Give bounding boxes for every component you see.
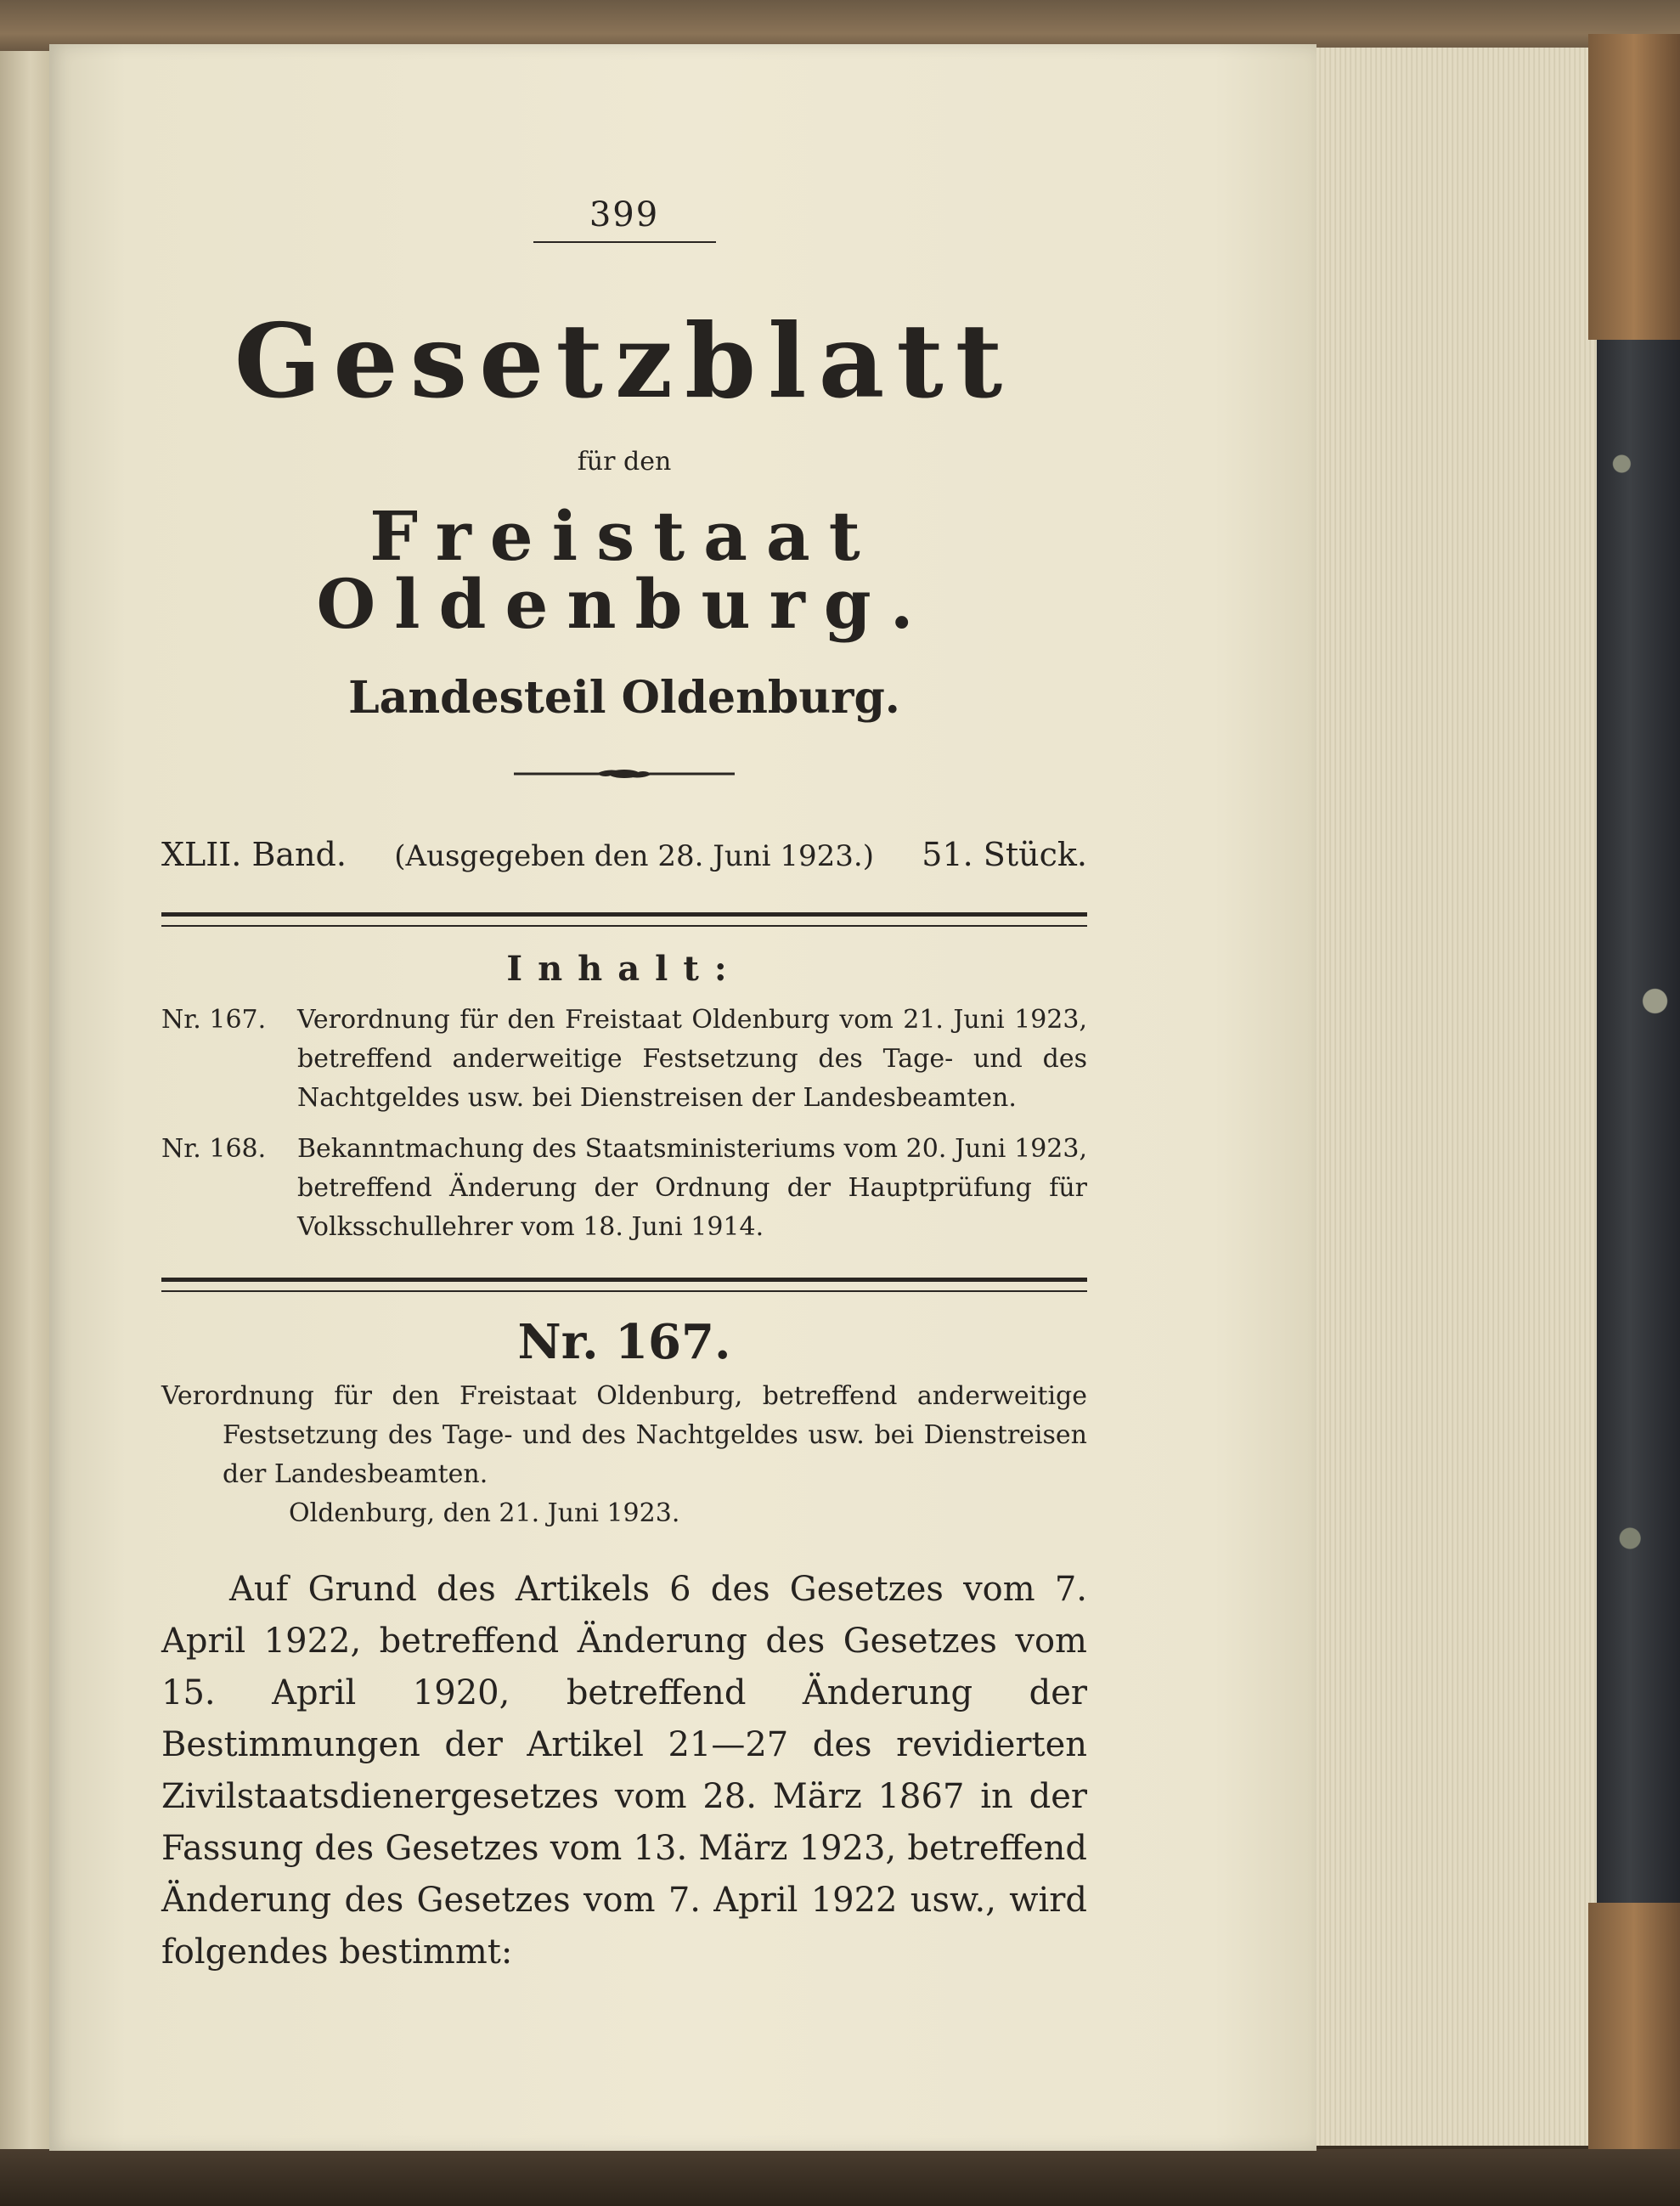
double-rule bbox=[161, 1278, 1087, 1292]
masthead-for: für den bbox=[577, 447, 672, 477]
issue-volume: XLII. Band. bbox=[161, 836, 347, 873]
book-cover-bottom-edge bbox=[0, 2149, 1680, 2206]
leather-corner-bottom bbox=[1588, 1903, 1680, 2183]
toc-entry bbox=[161, 1130, 1087, 1247]
page-number: 399 bbox=[589, 195, 660, 234]
marbled-spine bbox=[1597, 34, 1680, 2183]
leather-corner-top bbox=[1588, 34, 1680, 340]
page-block-edge bbox=[1316, 48, 1615, 2146]
masthead-state: Freistaat Oldenburg. bbox=[316, 496, 933, 644]
issue-date: (Ausgegeben den 28. Juni 1923.) bbox=[394, 839, 874, 873]
page-content bbox=[161, 170, 1087, 1978]
ordinance-title: Verordnung für den Freistaat Oldenburg, betreffend anderweitige Festsetzung des Tage- und des Nachtgeldes usw. bei Dienstreisen der Landesbeamten. bbox=[161, 1381, 1087, 1489]
ordinance-heading: Nr. 167. bbox=[517, 1314, 731, 1370]
issue-number: 51. Stück. bbox=[922, 836, 1087, 873]
toc-entry-text: Bekanntmachung des Staatsministeriums vom 20. Juni 1923, betreffend Änderung der Ordnung der Hauptprüfung für Volksschullehrer vom 18. Juni 1914. bbox=[297, 1134, 1087, 1242]
ordinance-place-date: Oldenburg, den 21. Juni 1923. bbox=[289, 1498, 680, 1528]
masthead-district: Landesteil Oldenburg. bbox=[348, 672, 900, 724]
toc-heading: Inhalt: bbox=[506, 949, 742, 989]
double-rule bbox=[161, 912, 1087, 927]
ordinance-body: Auf Grund des Artikels 6 des Gesetzes vom 7. April 1922, betreffend Änderung des Gesetzes vom 15. April 1920, betreffend Änderung der Bestimmungen der Artikel 21—27 des revidierten Zivilstaatsdienergesetzes vom 28. März 1867 in der Fassung des Gesetzes vom 13. März 1923, betreffend Änderung des Gesetzes vom 7. April 1922 usw., wird folgendes bestimmt: bbox=[161, 1570, 1087, 1972]
toc-entry bbox=[161, 1001, 1087, 1118]
page-number-rule bbox=[533, 241, 716, 243]
toc-entry-text: Verordnung für den Freistaat Oldenburg vom 21. Juni 1923, betreffend anderweitige Festsetzung des Tage- und des Nachtgeldes usw. bei Dienstreisen der Landesbeamten. bbox=[297, 1005, 1087, 1113]
issue-line bbox=[161, 836, 1087, 873]
toc-entry-number: Nr. 168. bbox=[161, 1134, 267, 1164]
toc-entry-number: Nr. 167. bbox=[161, 1005, 267, 1035]
left-page-edge bbox=[0, 51, 51, 2158]
ornament-divider-icon bbox=[514, 766, 735, 781]
masthead-title: Gesetzblatt bbox=[234, 302, 1015, 421]
